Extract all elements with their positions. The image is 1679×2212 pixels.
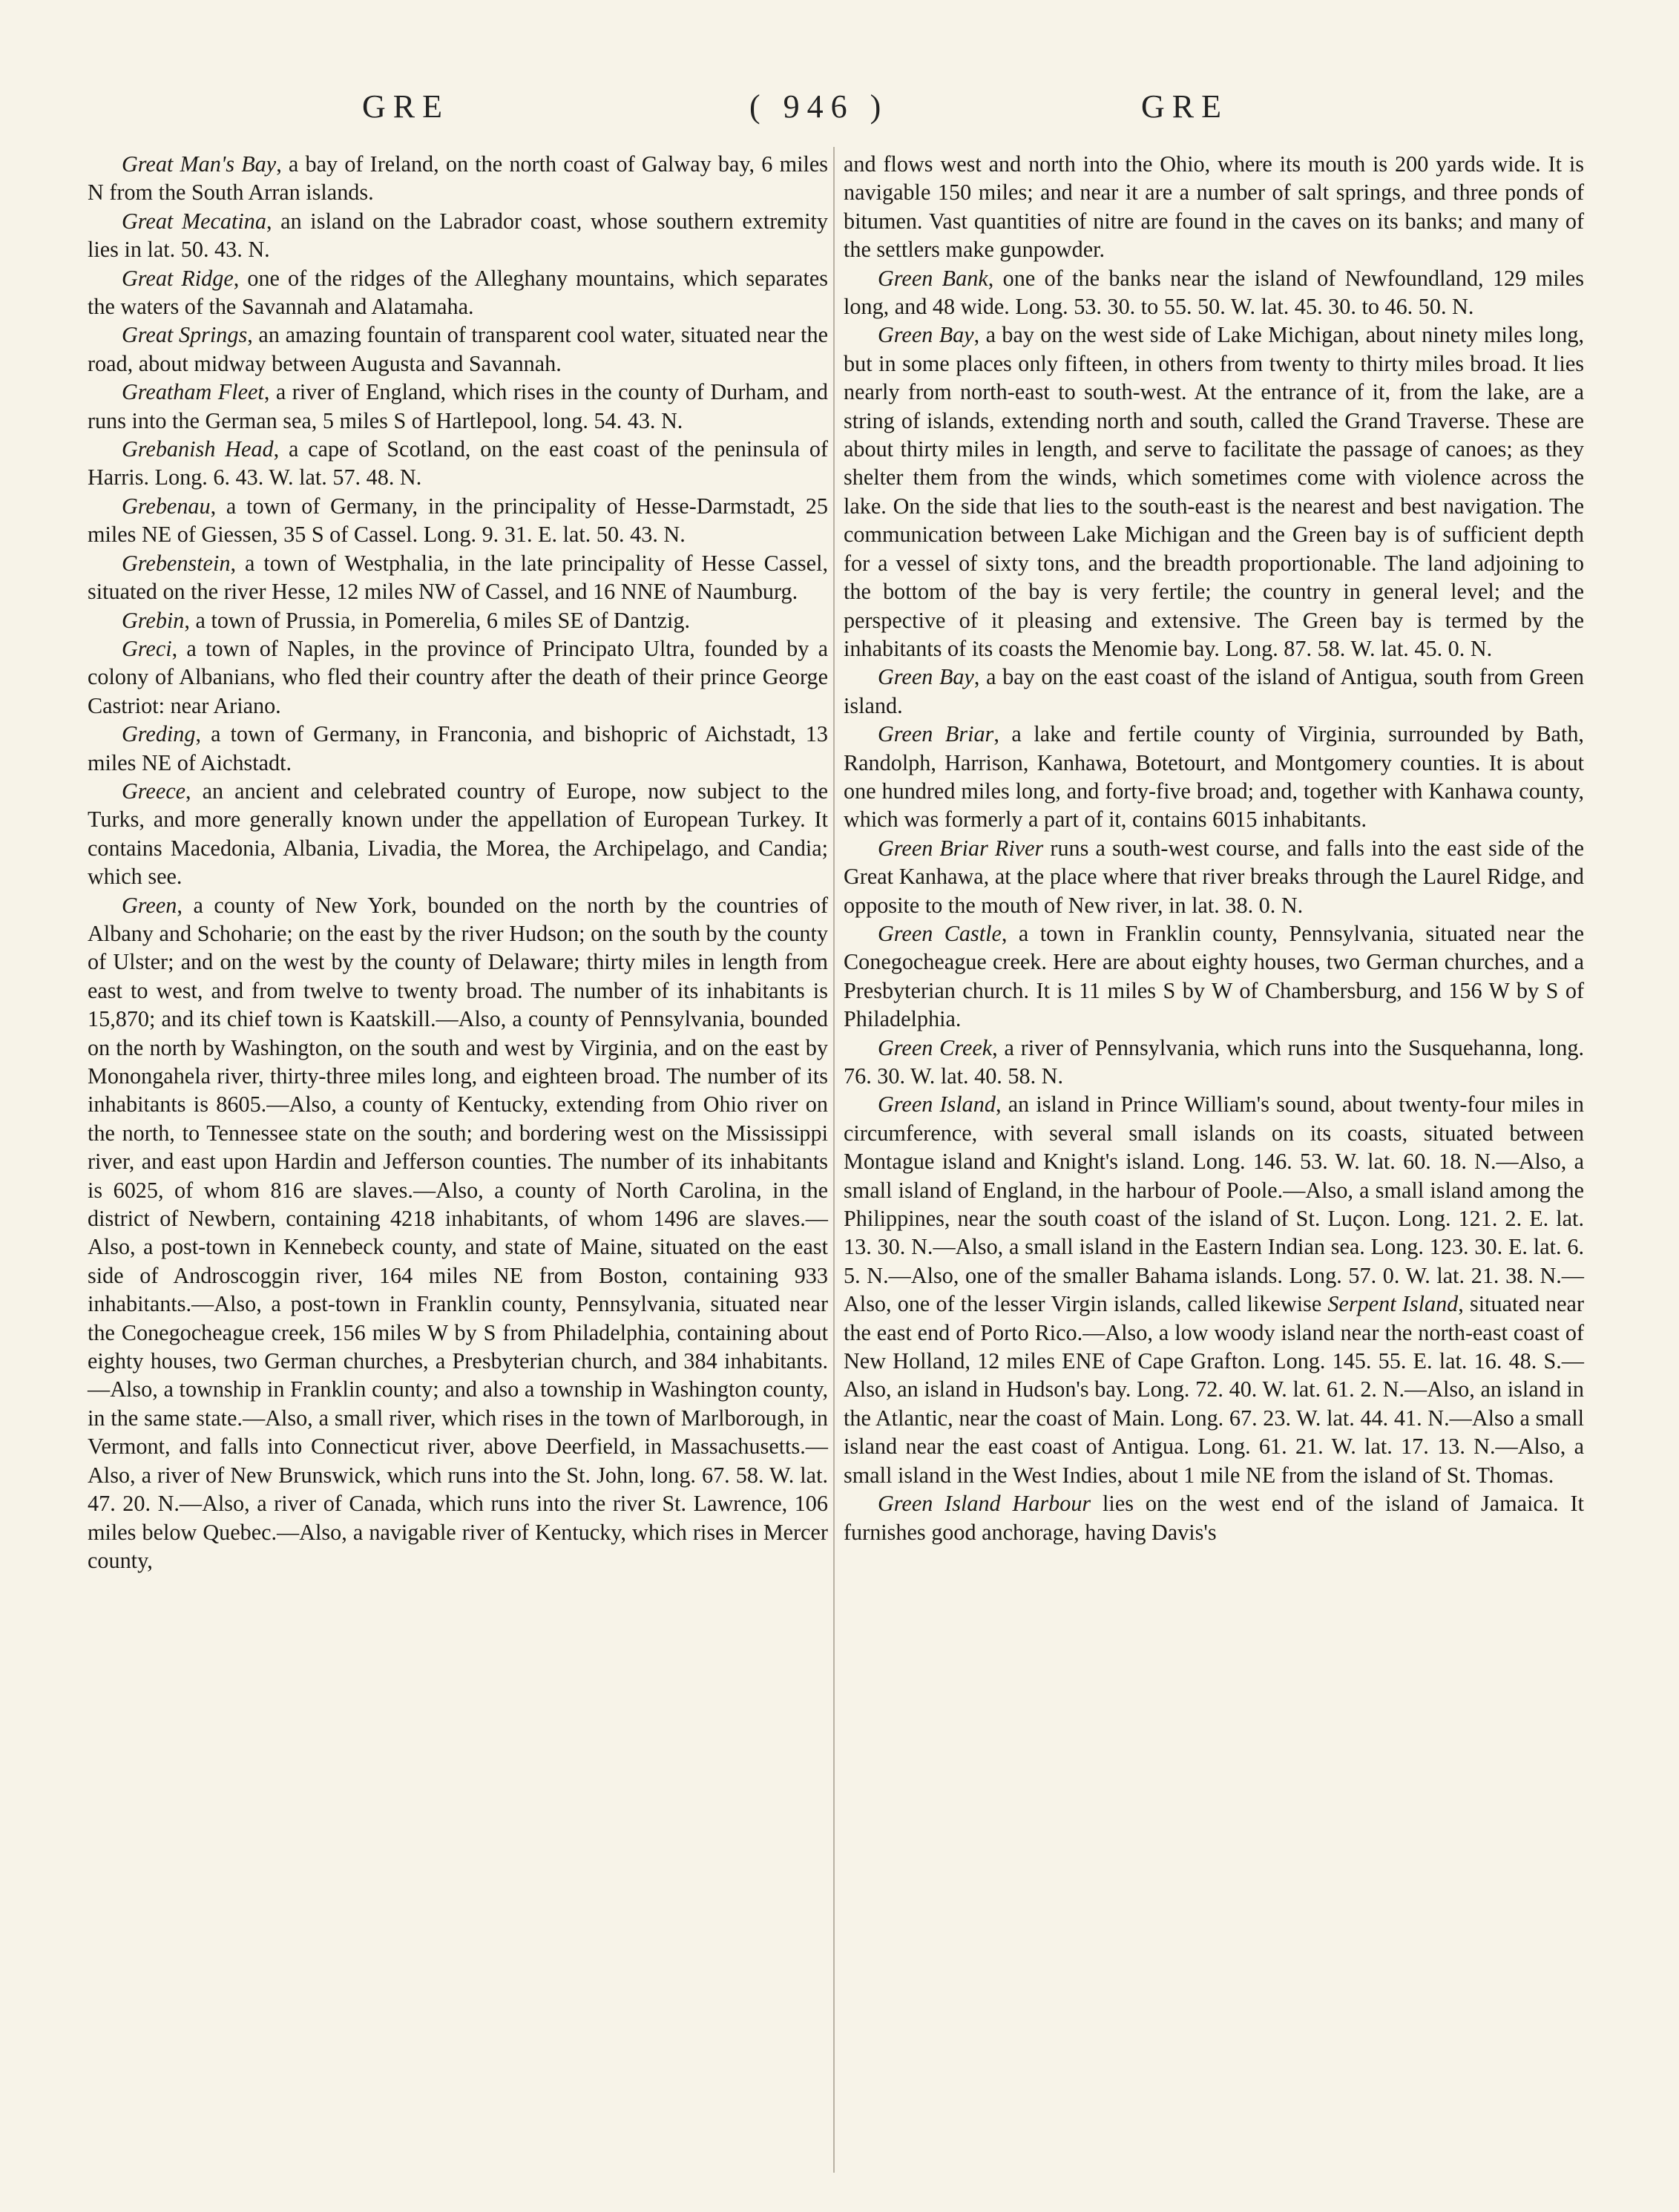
entry-text: , a town of Germany, in the principality of Hesse-Darmstadt, 25 miles NE of Giessen, 35 S of Cassel. Long. 9. 31. E. lat. 50. 43. N.	[88, 493, 828, 548]
entry-headword: Green Briar River	[878, 835, 1044, 861]
entry	[844, 720, 1584, 834]
entry-text: , a town of Naples, in the province of Principato Ultra, founded by a colony of Albanians, who fled their country after the death of their prince George Castriot: near Ariano.	[88, 635, 828, 718]
entry-text: , a river of Pennsylvania, which runs into the Susquehanna, long. 76. 30. W. lat. 40. 58. N.	[844, 1034, 1584, 1089]
entry-text: , an island in Prince William's sound, about twenty-four miles in circumference, with several small islands on its coasts, situated between Montague island and Knight's island. Long. 146. 53. W. lat. 60. 18. N.—Also, a small island of England, in the harbour of Poole.—Also, a small island among the Philippines, near the south coast of the island of St. Luçon. Long. 121. 2. E. lat. 13. 30. N.—Also, a small island in the Eastern Indian sea. Long. 123. 30. E. lat. 6. 5. N.—Also, one of the smaller Bahama islands. Long. 57. 0. W. lat. 21. 38. N.—Also, one of the lesser Virgin islands, called likewise	[844, 1092, 1584, 1317]
entry-text: , one of the banks near the island of Newfoundland, 129 miles long, and 48 wide. Long. 53. 30. to 55. 50. W. lat. 45. 30. to 46. 50. N.	[844, 265, 1584, 320]
entry	[88, 150, 828, 207]
entry	[844, 834, 1584, 919]
entry-text: , a town of Germany, in Franconia, and bishopric of Aichstadt, 13 miles NE of Aichstadt.	[88, 721, 828, 775]
entry-text: lies on the west end of the island of Jamaica. It furnishes good anchorage, having Davis's	[844, 1491, 1584, 1545]
entry-italic-name: Serpent Island	[1327, 1291, 1459, 1317]
entry-headword: Green Bay	[878, 322, 974, 348]
entry-text: , one of the ridges of the Alleghany mountains, which separates the waters of the Savannah and Alatamaha.	[88, 265, 828, 320]
entry-text: , a town of Prussia, in Pomerelia, 6 miles SE of Dantzig.	[184, 607, 691, 633]
entry-text: , an amazing fountain of transparent cool water, situated near the road, about midway between Augusta and Savannah.	[88, 322, 828, 376]
entry	[844, 1090, 1584, 1489]
entry-headword: Great Ridge	[122, 265, 234, 291]
right-column	[844, 150, 1584, 1546]
entry-headword: Great Springs	[122, 322, 248, 348]
entry-headword: Grebenstein	[122, 550, 231, 576]
entry-headword: Green Briar	[878, 721, 994, 747]
entry-text: , a bay on the east coast of the island of Antigua, south from Green island.	[844, 664, 1584, 718]
entry-headword: Great Mecatina	[122, 208, 266, 234]
entry-text: , a river of England, which rises in the county of Durham, and runs into the German sea, 5 miles S of Hartlepool, long. 54. 43. N.	[88, 379, 828, 433]
entry-text: , a town in Franklin county, Pennsylvania, situated near the Conegocheague creek. Here are about eighty houses, two German churches, and a Presbyterian church. It is 11 miles S by W of Chambersburg, and 156 W by S of Philadelphia.	[844, 920, 1584, 1032]
entry-text: , a town of Westphalia, in the late principality of Hesse Cassel, situated on the river Hesse, 12 miles NW of Cassel, and 16 NNE of Naumburg.	[88, 550, 828, 605]
entry	[88, 634, 828, 720]
entry-text: , a bay of Ireland, on the north coast of Galway bay, 6 miles N from the South Arran islands.	[88, 151, 828, 206]
entry-headword: Grebanish Head	[122, 436, 274, 462]
entry-text: , a bay on the west side of Lake Michigan, about ninety miles long, but in some places only fifteen, in others from twenty to thirty miles broad. It lies nearly from north-east to south-west. At the entrance of it, from the lake, are a string of islands, extending north and south, called the Grand Traverse. These are about thirty miles in length, and serve to facilitate the passage of canoes; as they shelter them from the winds, which sometimes come with violence across the lake. On the side that lies to the south-east is the nearest and best navigation. The communication between Lake Michigan and the Green bay is of sufficient depth for a vessel of sixty tons, and the breadth proportionable. The land adjoining to the bottom of the bay is very fertile; the country in general level; and the perspective of it pleasing and extensive. The Green bay is termed by the inhabitants of its coasts the Menomie bay. Long. 87. 58. W. lat. 45. 0. N.	[844, 322, 1584, 661]
entry	[844, 919, 1584, 1034]
entry-text: runs a south-west course, and falls into the east side of the Great Kanhawa, at the place where that river breaks through the Laurel Ridge, and opposite to the mouth of New river, in lat. 38. 0. N.	[844, 835, 1584, 918]
entry	[88, 321, 828, 378]
entry	[88, 891, 828, 1575]
entry-headword: Green Creek	[878, 1034, 993, 1060]
left-column	[88, 150, 828, 1575]
entry-headword: Green Island Harbour	[878, 1491, 1091, 1517]
entry	[88, 207, 828, 264]
entry-headword: Grebin	[122, 607, 185, 633]
entry	[88, 492, 828, 549]
entry	[844, 1489, 1584, 1546]
entry-headword: Greatham Fleet	[122, 379, 264, 405]
entry-text: , an ancient and celebrated country of Europe, now subject to the Turks, and more generally known under the appellation of European Turkey. It contains Macedonia, Albania, Livadia, the Morea, the Archipelago, and Candia; which see.	[88, 778, 828, 890]
entry-text: and flows west and north into the Ohio, where its mouth is 200 yards wide. It is navigable 150 miles; and near it are a number of salt springs, and three ponds of bitumen. Vast quantities of nitre are found in the caves on its banks; and many of the settlers make gunpowder.	[844, 151, 1584, 263]
running-head	[0, 88, 1679, 132]
entry	[88, 378, 828, 435]
entry	[88, 720, 828, 777]
entry	[88, 435, 828, 492]
entry-text: , a cape of Scotland, on the east coast of the peninsula of Harris. Long. 6. 43. W. lat. 57. 48. N.	[88, 436, 828, 490]
entry-headword: Green	[122, 892, 177, 918]
entry-headword: Greece	[122, 778, 186, 804]
entry	[88, 264, 828, 321]
running-head-left: GRE	[362, 88, 450, 125]
entry-headword: Green Bank	[878, 265, 988, 291]
entry-headword: Great Man's Bay	[122, 151, 277, 177]
entry-text-tail: , situated near the east end of Porto Rico.—Also, a low woody island near the north-east coast of New Holland, 12 miles ENE of Cape Grafton. Long. 145. 55. E. lat. 16. 48. S.—Also, an island in Hudson's bay. Long. 72. 40. W. lat. 61. 2. N.—Also, an island in the Atlantic, near the coast of Main. Long. 67. 23. W. lat. 44. 41. N.—Also a small island near the east coast of Antigua. Long. 61. 21. W. lat. 17. 13. N.—Also, a small island in the West Indies, about 1 mile NE from the island of St. Thomas.	[844, 1291, 1585, 1488]
entry	[88, 777, 828, 891]
entry	[844, 663, 1584, 720]
entry	[844, 1034, 1584, 1091]
entry-headword: Green Castle	[878, 920, 1002, 946]
entry-text: , a lake and fertile county of Virginia, surrounded by Bath, Randolph, Harrison, Kanhawa, Botetourt, and Montgomery counties. It is about one hundred miles long, and forty-five broad; and, together with Kanhawa county, which was formerly a part of it, contains 6015 inhabitants.	[844, 721, 1584, 833]
entry	[88, 606, 828, 634]
entry	[88, 549, 828, 606]
entry-headword: Greci	[122, 635, 172, 661]
entry	[844, 264, 1584, 321]
entry-text: , a county of New York, bounded on the north by the countries of Albany and Schoharie; on the east by the river Hudson; on the south by the county of Ulster; and on the west by the county of Delaware; thirty miles in length from east to west, and from twelve to twenty broad. The number of its inhabitants is 15,870; and its chief town is Kaatskill.—Also, a county of Pennsylvania, bounded on the north by Washington, on the south and west by Virginia, and on the east by Monongahela river, thirty-three miles long, and eighteen broad. The number of its inhabitants is 8605.—Also, a county of Kentucky, extending from Ohio river on the north, to Tennessee state on the south; and bordering west on the Mississippi river, and east upon Hardin and Jefferson counties. The number of its inhabitants is 6025, of whom 816 are slaves.—Also, a county of North Carolina, in the district of Newbern, containing 4218 inhabitants, of whom 1496 are slaves.—Also, a post-town in Kennebeck county, and state of Maine, situated on the east side of Androscoggin river, 164 miles NE from Boston, containing 933 inhabitants.—Also, a post-town in Franklin county, Pennsylvania, situated near the Conegocheague creek, 156 miles W by S from Philadelphia, containing about eighty houses, two German churches, a Presbyterian church, and 384 inhabitants.—Also, a township in Franklin county; and also a township in Washington county, in the same state.—Also, a small river, which rises in the town of Marlborough, in Vermont, and falls into Connecticut river, above Deerfield, in Massachusetts.—Also, a river of New Brunswick, which runs into the St. John, long. 67. 58. W. lat. 47. 20. N.—Also, a river of Canada, which runs into the river St. Lawrence, 106 miles below Quebec.—Also, a navigable river of Kentucky, which rises in Mercer county,	[88, 892, 828, 1573]
entry-continued	[844, 150, 1584, 264]
entry-text: , an island on the Labrador coast, whose southern extremity lies in lat. 50. 43. N.	[88, 208, 829, 263]
entry-headword: Greding	[122, 721, 196, 747]
running-head-right: GRE	[1141, 88, 1229, 125]
column-divider	[833, 147, 835, 2173]
page-number: ( 946 )	[749, 88, 889, 125]
entry-headword: Grebenau	[122, 493, 211, 519]
entry-headword: Green Bay	[878, 664, 974, 690]
entry-headword: Green Island	[878, 1092, 996, 1118]
entry	[844, 321, 1584, 663]
